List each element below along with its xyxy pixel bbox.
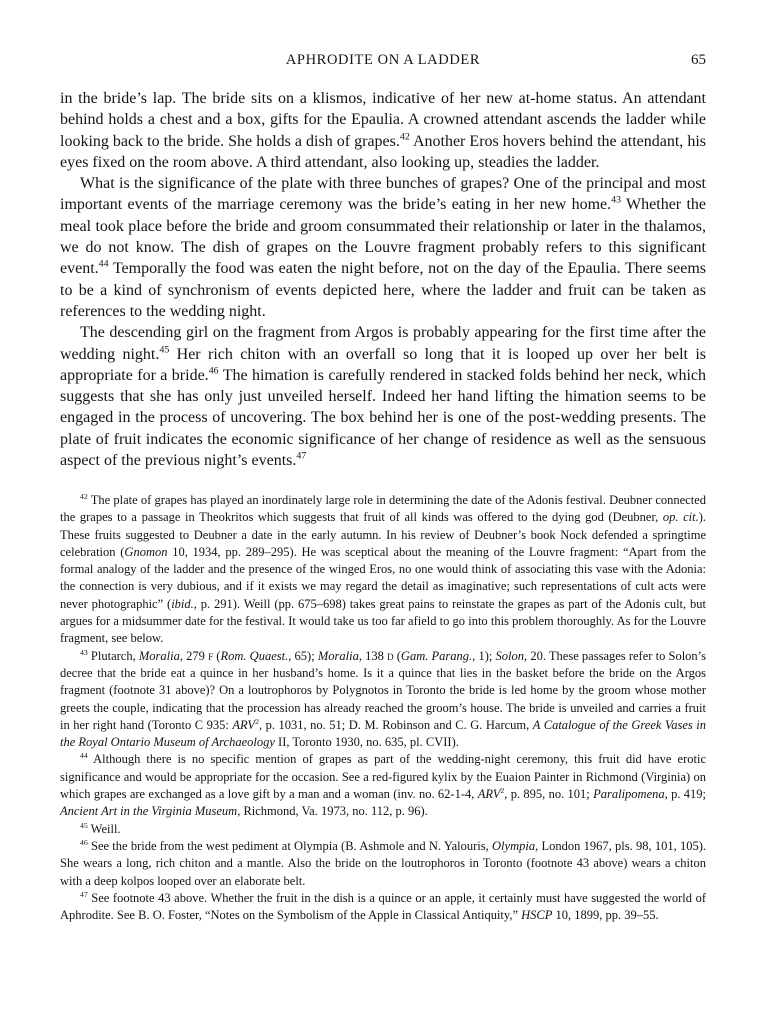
footnote-47: $^{47}$ See footnote 43 above. Whether the fruit in the dish is a quince or an apple, it certainly must have suggested the world of Aphrodite. See B. O. Foster, “Notes on the Symbolism of the Apple in Classical Antiquity,” HSCP 10, 1899, pp. 39–55. bbox=[60, 889, 706, 923]
footnote-ref-44[interactable]: 44 bbox=[98, 259, 109, 271]
running-header bbox=[60, 52, 706, 72]
footnote-46: $^{46}$ See the bride from the west pediment at Olympia (B. Ashmole and N. Yalouris, Olympia, London 1967, pls. 98, 101, 105). She wears a long, rich chiton and a mantle. Also the bride on the loutrophoros in Toronto (footnote 43 above) wears a chiton with a deep kolpos looped over an elaborate belt. bbox=[60, 837, 706, 888]
body-paragraph-3: The descending girl on the fragment from Argos is probably appearing for the first time after the wedding night.$^{45}$ Her rich chiton with an overfall so long that it is looped up over her belt is appropriate for a bride.$^{46}$ The himation is carefully rendered in stacked folds behind her neck, which suggests that she has only just unveiled herself. Indeed her hand lifting the himation seems to be engaged in the process of uncovering. The box behind her is one of the post-wedding presents. The plate of fruit indicates the economic significance of her change of residence as well as the sensuous aspect of the previous night’s events.$^{47}$ bbox=[60, 324, 707, 470]
running-title: APHRODITE ON A LADDER bbox=[285, 52, 481, 68]
footnote-45: $^{45}$ Weill. bbox=[80, 820, 121, 836]
body-text bbox=[60, 88, 706, 471]
footnote-44: $^{44}$ Although there is no specific mention of grapes as part of the wedding-night ceremony, this fruit did have erotic significance and would be appropriate for the occasion. See a red-figured kylix by the Euaion Painter in Richmond (Virginia) on which grapes are exchanged as a love gift by a man and a woman (inv. no. 62-1-4, ARV$^2$, p. 895, no. 101; Paralipomena, p. 419; Ancient Art in the Virginia Museum, Richmond, Va. 1973, no. 112, p. 96). bbox=[60, 751, 706, 819]
footnotes bbox=[60, 492, 706, 924]
body-paragraph-1: in the bride’s lap. The bride sits on a klismos, indicative of her new at-home status. An attendant behind holds a chest and a box, gifts for the Epaulia. A crowned attendant ascends the ladder while looking back to the bride. She holds a dish of grapes.$^{42}$ Another Eros hovers behind the attendant, his eyes fixed on the room above. A third attendant, also looking up, steadies the ladder. bbox=[60, 90, 707, 171]
footnote-number: 45 bbox=[80, 820, 88, 830]
footnote-number: 46 bbox=[80, 837, 88, 847]
footnote-number: 43 bbox=[80, 647, 88, 657]
footnote-ref-43[interactable]: 43 bbox=[611, 195, 622, 207]
footnote-ref-42[interactable]: 42 bbox=[399, 131, 410, 143]
footnote-ref-47[interactable]: 47 bbox=[296, 450, 307, 462]
body-paragraph-2: What is the significance of the plate with three bunches of grapes? One of the principal and most important events of the marriage ceremony was the bride’s eating in her new home.$^{43}$ Whether the meal took place before the bride and groom consummated their relationship or later in the thalamos, we do not know. The dish of grapes on the Louvre fragment probably refers to this significant event.$^{44}$ Temporally the food was eaten the night before, not on the day of the Epaulia. There seems to be a kind of synchronism of events depicted here, where the ladder and fruit can be taken as references to the wedding night. bbox=[60, 175, 706, 320]
footnote-number: 47 bbox=[80, 889, 88, 899]
footnote-number: 42 bbox=[80, 491, 88, 501]
footnote-ref-45[interactable]: 45 bbox=[159, 344, 170, 356]
footnote-42: $^{42}$ The plate of grapes has played an inordinately large role in determining the date of the Adonis festival. Deubner connected the grapes to a passage in Theokritos which suggests that fruit of all kinds was offered to the dying god (Deubner, op. cit.). These fruits suggested to Deubner a date in the early autumn. In his review of Deubner’s book Nock defended a springtime celebration (Gnomon 10, 1934, pp. 289–295). He was sceptical about the meaning of the Louvre fragment: “Apart from the formal analogy of the ladder and the presence of the winged Eros, no one would think of associating this vase with the Adonia: the connection is very dubious, and if it exists we may regard the detail as imaginative; such representations of cult acts were never photographic” (ibid., p. 291). Weill (pp. 675–698) takes great pains to reinstate the grapes as part of the Adonis cult, but argues for a midsummer date for the festival. It would take us too far afield to go into this problem thoroughly. As for the Louvre fragment, see below. bbox=[60, 491, 707, 646]
footnote-43: $^{43}$ Plutarch, Moralia, 279 f (Rom. Quaest., 65); Moralia, 138 d (Gam. Parang., 1); Solon, 20. These passages refer to Solon’s decree that the bride eat a quince in her husband’s home. Is it a quince that lies in the basket before the bride on the Argos fragment (footnote 31 above)? On a loutrophoros by Polygnotos in Toronto the bride is led home by the groom whose mother greets the couple, indicating that the procession has already reached the groom’s house. The bride is unveiled and carries a fruit in her right hand (Toronto C 935: ARV$^2$, p. 1031, no. 51; D. M. Robinson and C. G. Harcum, A Catalogue of the Greek Vases in the Royal Ontario Museum of Archaeology II, Toronto 1930, no. 635, pl. CVII). bbox=[60, 647, 707, 750]
footnote-number: 44 bbox=[80, 751, 88, 761]
page-number: 65 bbox=[691, 52, 706, 68]
footnote-ref-46[interactable]: 46 bbox=[208, 365, 219, 377]
